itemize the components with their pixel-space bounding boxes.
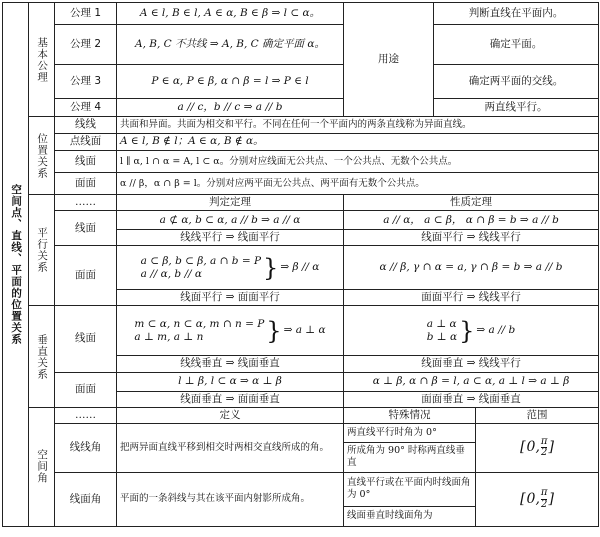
- outer-label: 空间点、直线、平面的位置关系: [3, 3, 29, 527]
- angles-header-dots: ……: [55, 407, 117, 423]
- line-plane-angle-special1: 直线平行或在平面内时线面角为 0°: [344, 472, 476, 506]
- parallel-plane-plane-property-caption: 面面平行 ⇒ 线线平行: [344, 290, 599, 306]
- line-line-angle-definition: 把两异面直线平移到相交时两相交直线所成的角。: [117, 423, 344, 472]
- line-plane-angle-special2: 线面垂直时线面角为: [344, 506, 476, 526]
- axiom-name: 公理 1: [55, 3, 117, 25]
- position-name: 面面: [55, 173, 117, 195]
- axiom-content: P ∈ α, P ∈ β, α ∩ β = l ⇒ P ∈ l: [117, 65, 344, 99]
- axiom-use: 两直线平行。: [434, 99, 599, 117]
- parallel-header-property: 性质定理: [344, 195, 599, 211]
- usage-label: 用途: [344, 3, 434, 117]
- parallel-header-dots: ……: [55, 195, 117, 211]
- perp-plane-plane-property: α ⊥ β, α ∩ β = l, a ⊂ α, a ⊥ l ⇒ a ⊥ β: [344, 372, 599, 391]
- perp-plane-plane-judge: l ⊥ β, l ⊂ α ⇒ α ⊥ β: [117, 372, 344, 391]
- parallel-line-plane-judge-caption: 线线平行 ⇒ 线面平行: [117, 230, 344, 246]
- perp-line-plane-judge: m ⊂ α, n ⊂ α, m ∩ n = P a ⊥ m, a ⊥ n } ⇒ a ⊥ α: [117, 306, 344, 356]
- position-content: α // β，α ∩ β = l。分别对应两平面无公共点、两平面有无数个公共点。: [117, 173, 599, 195]
- perp-judge-result: ⇒ a ⊥ α: [283, 324, 326, 337]
- perp-line-plane-property-caption: 线面垂直 ⇒ 线线平行: [344, 356, 599, 372]
- axiom-use: 判断直线在平面内。: [434, 3, 599, 25]
- parallel-line-plane-judge: a ⊄ α, b ⊂ α, a // b ⇒ a // α: [117, 211, 344, 230]
- axiom-content: a // c，b // c ⇒ a // b: [117, 99, 344, 117]
- position-label: 位置关系: [29, 117, 55, 195]
- perp-line-plane-name: 线面: [55, 306, 117, 372]
- perp-plane-plane-property-caption: 面面垂直 ⇒ 线面垂直: [344, 391, 599, 407]
- axiom-name: 公理 3: [55, 65, 117, 99]
- parallel-line-plane-name: 线面: [55, 211, 117, 246]
- parallel-judge-line2: a // α, b // α: [140, 267, 202, 280]
- parallel-plane-plane-judge: a ⊂ β, b ⊂ β, a ∩ b = P a // α, b // α } ⇒ β // α: [117, 246, 344, 290]
- line-line-angle-special2: 所成角为 90° 时称两直线垂直: [344, 442, 476, 472]
- perpendicular-label: 垂直关系: [29, 306, 55, 407]
- parallel-plane-plane-name: 面面: [55, 246, 117, 306]
- line-plane-angle-name: 线面角: [55, 472, 117, 526]
- perp-plane-plane-name: 面面: [55, 372, 117, 407]
- position-content: l ∥ α, l ∩ α = A, l ⊂ α。分别对应线面无公共点、一个公共点、无数个公共点。: [117, 151, 599, 173]
- axiom-content: A ∈ l, B ∈ l, A ∈ α, B ∈ β ⇒ l ⊂ α。: [117, 3, 344, 25]
- perp-line-plane-property: a ⊥ α b ⊥ α } ⇒ a // b: [344, 306, 599, 356]
- perp-line-plane-judge-caption: 线线垂直 ⇒ 线面垂直: [117, 356, 344, 372]
- position-content: A ∈ l, B ∉ l；A ∈ α, B ∉ α。: [117, 134, 599, 151]
- line-line-angle-name: 线线角: [55, 423, 117, 472]
- angles-header-range: 范围: [476, 407, 599, 423]
- parallel-judge-line1: a ⊂ β, b ⊂ β, a ∩ b = P: [140, 254, 262, 267]
- parallel-plane-plane-judge-caption: 线面平行 ⇒ 面面平行: [117, 290, 344, 306]
- line-line-angle-range: [ 0, $\frac{\pi}{2}$ ]: [476, 423, 599, 472]
- axiom-name: 公理 4: [55, 99, 117, 117]
- position-name: 线线: [55, 117, 117, 134]
- perp-plane-plane-judge-caption: 线面垂直 ⇒ 面面垂直: [117, 391, 344, 407]
- perp-judge-line1: m ⊂ α, n ⊂ α, m ∩ n = P: [134, 317, 265, 330]
- line-plane-angle-range: [ 0, $\frac{\pi}{2}$ ]: [476, 472, 599, 526]
- angles-label: 空间角: [29, 407, 55, 526]
- position-content: 共面和异面。共面为相交和平行。不同在任何一个平面内的两条直线称为异面直线。: [117, 117, 599, 134]
- parallel-plane-plane-property: α // β, γ ∩ α = a, γ ∩ β = b ⇒ a // b: [344, 246, 599, 290]
- parallel-judge-result: ⇒ β // α: [280, 261, 320, 274]
- perp-judge-line2: a ⊥ m, a ⊥ n: [134, 330, 204, 343]
- angles-header-special: 特殊情况: [344, 407, 476, 423]
- axiom-content: A, B, C 不共线 ⇒ A, B, C 确定平面 α。: [117, 25, 344, 65]
- perp-property-result: ⇒ a // b: [476, 324, 516, 337]
- parallel-line-plane-property: a // α， a ⊂ β， α ∩ β = b ⇒ a // b: [344, 211, 599, 230]
- parallel-label: 平行关系: [29, 195, 55, 306]
- summary-table: [2, 2, 599, 527]
- line-line-angle-special1: 两直线平行时角为 0°: [344, 423, 476, 442]
- axiom-use: 确定两平面的交线。: [434, 65, 599, 99]
- axiom-name: 公理 2: [55, 25, 117, 65]
- parallel-header-judge: 判定定理: [117, 195, 344, 211]
- position-name: 点线面: [55, 134, 117, 151]
- line-plane-angle-definition: 平面的一条斜线与其在该平面内射影所成角。: [117, 472, 344, 526]
- parallel-line-plane-property-caption: 线面平行 ⇒ 线线平行: [344, 230, 599, 246]
- angles-header-definition: 定义: [117, 407, 344, 423]
- perp-property-line2: b ⊥ α: [426, 330, 458, 343]
- perp-property-line1: a ⊥ α: [426, 317, 457, 330]
- position-name: 线面: [55, 151, 117, 173]
- axiom-use: 确定平面。: [434, 25, 599, 65]
- axioms-label: 基本公理: [29, 3, 55, 117]
